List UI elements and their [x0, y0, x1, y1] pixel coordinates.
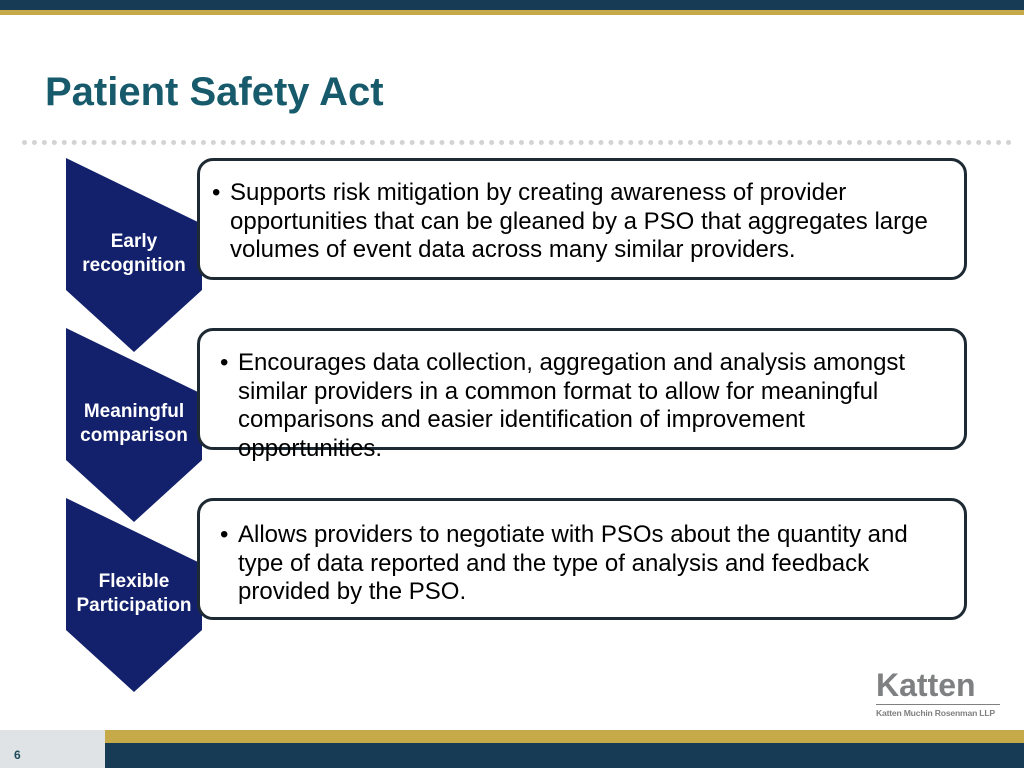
detail-card-flexible-participation	[197, 498, 967, 620]
footer-navy-band	[0, 743, 1024, 768]
chevron-label-line: Early	[110, 231, 158, 252]
chevron-label-early-recognition	[64, 230, 204, 278]
bullet-item: • Allows providers to negotiate with PSOs about the quantity and type of data reported and the type of analysis and feedback provided by the PSO.	[220, 521, 944, 607]
chevron-label-line: comparison	[80, 425, 188, 446]
logo-wordmark: Katten	[876, 667, 976, 703]
chevron-label-meaningful-comparison	[64, 400, 204, 448]
chevron-label-line: Participation	[76, 595, 192, 616]
bullet-list	[220, 521, 944, 607]
page-title: Patient Safety Act	[45, 70, 384, 114]
chevron-label-line: Flexible	[98, 571, 170, 592]
detail-card-meaningful-comparison	[197, 328, 967, 462]
footer-gold-band	[0, 730, 1024, 743]
bullet-item: • Encourages data collection, aggregation and analysis amongst similar providers in a common format to allow for meaningful comparisons and easier identification of improvement opportunities.	[220, 349, 944, 463]
detail-card-early-recognition	[197, 158, 967, 280]
company-logo	[876, 668, 1002, 718]
bullet-list	[212, 179, 944, 265]
chevron-label-line: recognition	[82, 255, 186, 276]
bullet-item: • Supports risk mitigation by creating awareness of provider opportunities that can be gleaned by a PSO that aggregates large volumes of event data across many similar providers.	[212, 179, 944, 265]
logo-subtitle: Katten Muchin Rosenman LLP	[876, 708, 995, 718]
logo-underline	[876, 704, 1000, 705]
chevron-label-line: Meaningful	[83, 401, 185, 422]
page-number: 6	[14, 748, 21, 762]
bullet-list	[220, 349, 944, 463]
chevron-label-flexible-participation	[64, 570, 204, 618]
